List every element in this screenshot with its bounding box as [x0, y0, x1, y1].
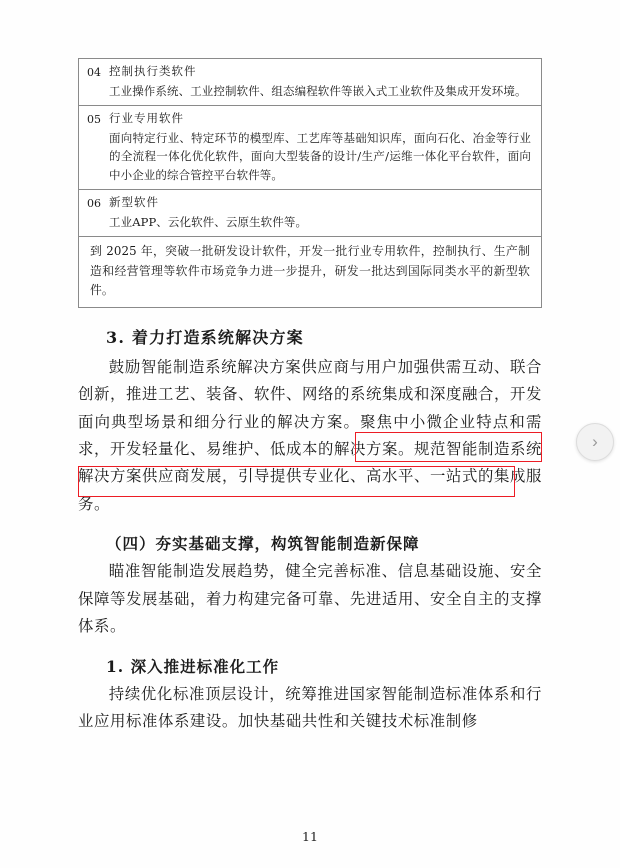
table-row-content [109, 63, 541, 100]
table-row-number: 06 [87, 197, 101, 211]
section-3-paragraph: 鼓励智能制造系统解决方案供应商与用户加强供需互动、联合创新，推进工艺、装备、软件、网络的系统集成和深度融合，开发面向典型场景和细分行业的解决方案。聚焦中小微企业特点和需求，开发轻量化、易维护、低成本的解决方案。规范智能制造系统解决方案供应商发展，引导提供专业化、高水平、一站式的集成服务。 [78, 357, 542, 513]
table-row-category: 新型软件 [109, 195, 159, 210]
table-row [79, 59, 541, 106]
table-row-category: 控制执行类软件 [109, 64, 197, 78]
section-1-paragraph: 持续优化标准顶层设计，统筹推进国家智能制造标准体系和行业应用标准体系建设。加快基础共性和关键技术标准制修 [78, 684, 542, 730]
table-row-description: 工业操作系统、工业控制软件、组态编程软件等嵌入式工业软件及集成开发环境。 [109, 83, 527, 98]
table-row [79, 190, 541, 237]
table-row-description: 工业APP、云化软件、云原生软件等。 [109, 215, 308, 229]
table-row-category: 行业专用软件 [109, 111, 184, 126]
table-row-number: 05 [87, 113, 101, 127]
chevron-right-icon: › [592, 432, 598, 451]
page-number: 11 [302, 829, 318, 844]
section-heading-3: 3. 着力打造系统解决方案 [106, 327, 304, 347]
table-footer-note: 到 2025 年，突破一批研发设计软件，开发一批行业专用软件，控制执行、生产制造和经营管理等软件市场竞争力进一步提升，研发一批达到国际同类水平的新型软件。 [90, 244, 530, 298]
table-row-description: 面向特定行业、特定环节的模型库、工艺库等基础知识库，面向石化、冶金等行业的全流程一体化优化软件，面向大型装备的设计/生产/运维一体化平台软件，面向中小企业的综合管控平台软件等。 [109, 131, 531, 182]
table-row-number: 04 [87, 66, 101, 79]
table-row-content [109, 194, 541, 231]
table-row [79, 106, 541, 190]
section-heading-1: 1. 深入推进标准化工作 [106, 656, 280, 676]
page-content [78, 58, 542, 738]
section-4-paragraph: 瞄准智能制造发展趋势，健全完善标准、信息基础设施、安全保障等发展基础，着力构建完备可靠、先进适用、安全自主的支撑体系。 [78, 562, 542, 636]
next-page-button[interactable] [576, 423, 614, 461]
section-heading-4: （四）夯实基础支撑，构筑智能制造新保障 [106, 534, 420, 554]
table-row-content [109, 110, 541, 184]
software-category-table [78, 58, 542, 308]
